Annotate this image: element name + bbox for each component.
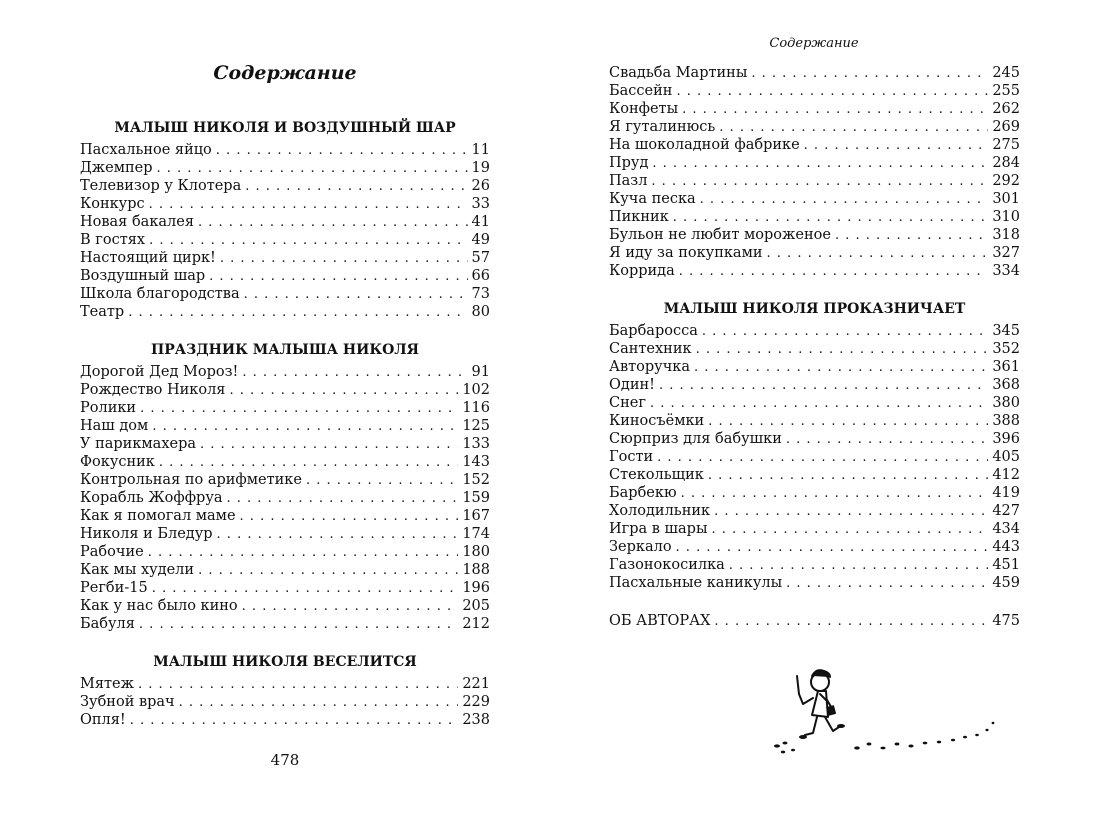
entry-page: 143 (462, 454, 490, 470)
dot-leader (148, 544, 459, 562)
dot-leader (714, 613, 988, 631)
entry-page: 116 (462, 400, 490, 416)
entry-title: ОБ АВТОРАХ (609, 613, 711, 629)
entry-title: Театр (80, 304, 125, 320)
entry-title: Регби-15 (80, 580, 148, 596)
toc-entry (80, 693, 490, 711)
entry-page: 11 (471, 142, 490, 158)
dot-leader (220, 250, 468, 268)
toc-entry (80, 159, 490, 177)
entry-title: Опля! (80, 712, 126, 728)
entry-title: Новая бакалея (80, 214, 194, 230)
toc-section (80, 341, 490, 633)
dot-leader (242, 364, 467, 382)
dot-leader (652, 155, 988, 173)
entry-page: 167 (462, 508, 490, 524)
toc-left-column (80, 119, 490, 729)
toc-entry (609, 430, 1020, 448)
entry-page: 125 (462, 418, 490, 434)
dot-leader (696, 341, 989, 359)
toc-entry (80, 303, 490, 321)
entry-page: 310 (992, 209, 1020, 225)
dot-leader (786, 575, 988, 593)
dot-leader (708, 413, 988, 431)
entry-page: 221 (462, 676, 490, 692)
dot-leader (198, 214, 468, 232)
entry-title: Конфеты (609, 101, 679, 117)
dot-leader (128, 304, 467, 322)
entry-page: 229 (462, 694, 490, 710)
entry-title: Газонокосилка (609, 557, 725, 573)
entry-title: Зеркало (609, 539, 672, 555)
entry-page: 388 (992, 413, 1020, 429)
entry-title: Рождество Николя (80, 382, 226, 398)
toc-entry (609, 82, 1020, 100)
dot-leader (140, 400, 458, 418)
entry-title: Как у нас было кино (80, 598, 238, 614)
entry-title: Гости (609, 449, 654, 465)
toc-right-column (609, 64, 1020, 630)
entry-page: 443 (992, 539, 1020, 555)
dot-leader (130, 712, 459, 730)
toc-entry (609, 448, 1020, 466)
dot-leader (650, 395, 988, 413)
dot-leader (712, 521, 989, 539)
toc-section (609, 300, 1020, 592)
toc-entry (80, 525, 490, 543)
dot-leader (751, 65, 988, 83)
dot-leader (227, 490, 459, 508)
entry-page: 327 (992, 245, 1020, 261)
toc-entry (609, 208, 1020, 226)
toc-entry (80, 195, 490, 213)
entry-title: Киносъёмки (609, 413, 705, 429)
dot-leader (242, 598, 459, 616)
toc-entry-list (609, 64, 1020, 280)
nicholas-running-illustration (765, 660, 1005, 760)
entry-title: Барбаросса (609, 323, 698, 339)
entry-page: 49 (471, 232, 490, 248)
entry-title: Бульон не любит мороженое (609, 227, 831, 243)
entry-page: 427 (992, 503, 1020, 519)
toc-entry-list (80, 141, 490, 321)
dot-leader (216, 142, 468, 160)
entry-title: Холодильник (609, 503, 711, 519)
toc-entry (609, 322, 1020, 340)
entry-title: На шоколадной фабрике (609, 137, 800, 153)
about-authors-entry (609, 612, 1020, 630)
entry-page: 133 (462, 436, 490, 452)
entry-title: Снег (609, 395, 646, 411)
toc-entry (609, 118, 1020, 136)
dot-leader (138, 676, 458, 694)
dot-leader (729, 557, 989, 575)
toc-entry (80, 597, 490, 615)
toc-entry (80, 231, 490, 249)
entry-title: Авторучка (609, 359, 691, 375)
dot-leader (676, 539, 989, 557)
right-page (550, 0, 1100, 825)
entry-title: Пазл (609, 173, 648, 189)
dot-leader (659, 377, 988, 395)
dot-leader (657, 449, 988, 467)
toc-entry (80, 579, 490, 597)
dot-leader (209, 268, 467, 286)
entry-title: Николя и Бледур (80, 526, 213, 542)
dot-leader (804, 137, 989, 155)
dot-leader (245, 178, 467, 196)
toc-entry (80, 675, 490, 693)
section-heading: МАЛЫШ НИКОЛЯ ВЕСЕЛИТСЯ (153, 654, 417, 670)
entry-page: 275 (992, 137, 1020, 153)
entry-page: 238 (462, 712, 490, 728)
entry-page: 405 (992, 449, 1020, 465)
entry-page: 380 (992, 395, 1020, 411)
entry-page: 434 (992, 521, 1020, 537)
toc-entry (80, 543, 490, 561)
toc-entry (609, 190, 1020, 208)
entry-page: 26 (471, 178, 490, 194)
dot-leader (708, 467, 989, 485)
toc-entry (609, 412, 1020, 430)
entry-page: 91 (471, 364, 490, 380)
entry-page: 255 (992, 83, 1020, 99)
entry-page: 292 (992, 173, 1020, 189)
entry-page: 80 (471, 304, 490, 320)
entry-page: 419 (992, 485, 1020, 501)
section-heading: МАЛЫШ НИКОЛЯ ПРОКАЗНИЧАЕТ (663, 301, 966, 317)
entry-page: 284 (992, 155, 1020, 171)
toc-section (80, 119, 490, 321)
section-heading: ПРАЗДНИК МАЛЫША НИКОЛЯ (150, 342, 419, 358)
entry-title: Пасхальное яйцо (80, 142, 212, 158)
entry-title: Один! (609, 377, 655, 393)
toc-entry (80, 141, 490, 159)
toc-entry (609, 556, 1020, 574)
entry-title: У парикмахера (80, 436, 197, 452)
entry-page: 318 (992, 227, 1020, 243)
dot-leader (714, 503, 988, 521)
entry-title: Барбекю (609, 485, 677, 501)
entry-page: 334 (992, 263, 1020, 279)
entry-title: Я иду за покупками (609, 245, 763, 261)
dot-leader (149, 232, 467, 250)
dot-leader (200, 436, 458, 454)
entry-page: 196 (462, 580, 490, 596)
entry-page: 301 (992, 191, 1020, 207)
toc-entry (609, 64, 1020, 82)
toc-entry (609, 376, 1020, 394)
entry-title: Контрольная по арифметике (80, 472, 302, 488)
dot-leader (306, 472, 458, 490)
toc-entry (80, 711, 490, 729)
entry-page: 159 (462, 490, 490, 506)
toc-entry (80, 615, 490, 633)
entry-page: 345 (992, 323, 1020, 339)
dot-leader (139, 616, 458, 634)
entry-page: 73 (471, 286, 490, 302)
dot-leader (786, 431, 988, 449)
toc-entry (609, 484, 1020, 502)
toc-entry-list (80, 363, 490, 633)
entry-title: Мятеж (80, 676, 134, 692)
toc-entry (80, 399, 490, 417)
section-heading: МАЛЫШ НИКОЛЯ И ВОЗДУШНЫЙ ШАР (114, 120, 456, 136)
entry-title: Фокусник (80, 454, 155, 470)
entry-title: Я гуталинюсь (609, 119, 716, 135)
toc-entry (609, 520, 1020, 538)
dot-leader (719, 119, 988, 137)
page-number: 478 (270, 751, 300, 769)
toc-entry (80, 249, 490, 267)
entry-page: 269 (992, 119, 1020, 135)
entry-page: 41 (471, 214, 490, 230)
toc-entry (80, 507, 490, 525)
toc-entry (80, 267, 490, 285)
entry-title: Бабуля (80, 616, 135, 632)
toc-entry (609, 226, 1020, 244)
toc-entry (80, 489, 490, 507)
toc-entry (80, 363, 490, 381)
entry-title: Сантехник (609, 341, 692, 357)
entry-title: Дорогой Дед Мороз! (80, 364, 239, 380)
entry-title: Свадьба Мартины (609, 65, 748, 81)
entry-title: Пикник (609, 209, 669, 225)
toc-entry (609, 100, 1020, 118)
toc-entry (80, 285, 490, 303)
toc-entry (609, 574, 1020, 592)
dot-leader (159, 454, 458, 472)
toc-entry (80, 561, 490, 579)
entry-page: 152 (462, 472, 490, 488)
entry-title: Коррида (609, 263, 675, 279)
entry-title: Телевизор у Клотера (80, 178, 242, 194)
dot-leader (682, 101, 988, 119)
toc-entry (609, 358, 1020, 376)
toc-entry (609, 612, 1020, 630)
toc-entry (80, 417, 490, 435)
toc-entry (609, 466, 1020, 484)
entry-title: Наш дом (80, 418, 149, 434)
toc-entry (80, 381, 490, 399)
contents-title: Содержание (213, 62, 357, 84)
toc-entry (609, 262, 1020, 280)
entry-title: Как я помогал маме (80, 508, 236, 524)
toc-entry (609, 394, 1020, 412)
dot-leader (244, 286, 468, 304)
entry-page: 368 (992, 377, 1020, 393)
entry-title: Бассейн (609, 83, 673, 99)
toc-entry (609, 172, 1020, 190)
entry-page: 361 (992, 359, 1020, 375)
dot-leader (152, 418, 458, 436)
dot-leader (700, 191, 989, 209)
entry-title: Рабочие (80, 544, 144, 560)
entry-page: 102 (462, 382, 490, 398)
entry-page: 451 (992, 557, 1020, 573)
entry-title: Пасхальные каникулы (609, 575, 783, 591)
entry-page: 262 (992, 101, 1020, 117)
dot-leader (229, 382, 458, 400)
toc-entry (609, 340, 1020, 358)
toc-entry (609, 538, 1020, 556)
entry-title: Сюрприз для бабушки (609, 431, 782, 447)
entry-page: 33 (471, 196, 490, 212)
entry-page: 66 (471, 268, 490, 284)
toc-entry (609, 136, 1020, 154)
entry-page: 352 (992, 341, 1020, 357)
dot-leader (767, 245, 989, 263)
dot-leader (694, 359, 988, 377)
entry-title: Воздушный шар (80, 268, 206, 284)
entry-title: Джемпер (80, 160, 153, 176)
entry-title: Куча песка (609, 191, 696, 207)
entry-page: 396 (992, 431, 1020, 447)
entry-page: 180 (462, 544, 490, 560)
dot-leader (702, 323, 988, 341)
dot-leader (217, 526, 459, 544)
entry-title: Игра в шары (609, 521, 708, 537)
entry-title: Конкурс (80, 196, 145, 212)
entry-title: Ролики (80, 400, 137, 416)
entry-title: Корабль Жоффруа (80, 490, 223, 506)
entry-page: 205 (462, 598, 490, 614)
dot-leader (676, 83, 988, 101)
entry-title: Стекольщик (609, 467, 704, 483)
entry-page: 174 (462, 526, 490, 542)
entry-page: 212 (462, 616, 490, 632)
dot-leader (679, 263, 989, 281)
entry-title: В гостях (80, 232, 146, 248)
entry-page: 188 (462, 562, 490, 578)
toc-entry (609, 244, 1020, 262)
entry-page: 412 (992, 467, 1020, 483)
dot-leader (651, 173, 988, 191)
toc-section (80, 653, 490, 729)
toc-entry (80, 453, 490, 471)
toc-entry (80, 435, 490, 453)
entry-title: Зубной врач (80, 694, 175, 710)
dot-leader (179, 694, 459, 712)
dot-leader (240, 508, 459, 526)
toc-entry-list (80, 675, 490, 729)
dot-leader (835, 227, 988, 245)
toc-entry (609, 154, 1020, 172)
entry-page: 459 (992, 575, 1020, 591)
entry-title: Школа благородства (80, 286, 240, 302)
entry-page: 19 (471, 160, 490, 176)
toc-entry (80, 471, 490, 489)
dot-leader (673, 209, 989, 227)
entry-title: Настоящий цирк! (80, 250, 216, 266)
toc-entry (609, 502, 1020, 520)
dot-leader (157, 160, 468, 178)
dot-leader (149, 196, 468, 214)
dot-leader (198, 562, 458, 580)
running-header: Содержание (769, 36, 859, 51)
entry-page: 475 (992, 613, 1020, 629)
dot-leader (681, 485, 989, 503)
entry-title: Как мы худели (80, 562, 195, 578)
entry-page: 245 (992, 65, 1020, 81)
toc-entry (80, 177, 490, 195)
toc-entry-list (609, 322, 1020, 592)
dot-leader (152, 580, 459, 598)
entry-page: 57 (471, 250, 490, 266)
entry-title: Пруд (609, 155, 649, 171)
toc-entry (80, 213, 490, 231)
